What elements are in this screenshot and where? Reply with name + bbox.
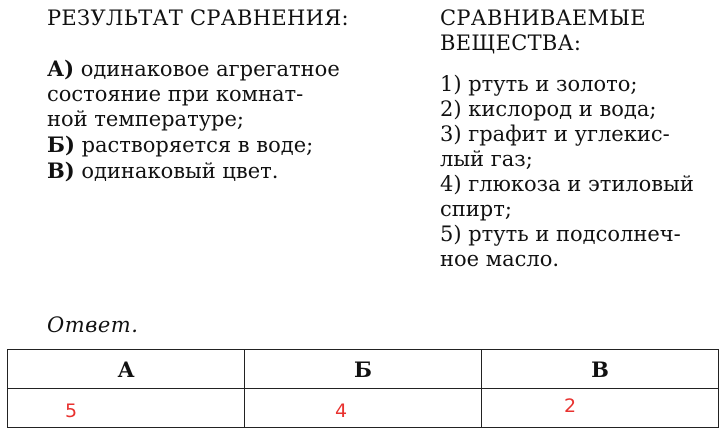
result-line: Б) растворяется в воде; — [47, 132, 314, 157]
answer-header-v: В — [482, 350, 719, 389]
substance-line: ное масло. — [440, 247, 560, 271]
result-line: ной температуре; — [47, 107, 244, 131]
compared-substances-list — [440, 72, 725, 272]
substance-line: 4) глюкоза и этиловый — [440, 172, 694, 196]
answer-header-b: Б — [245, 350, 482, 389]
answer-value-row — [8, 389, 719, 428]
result-line: состояние при комнат- — [47, 82, 304, 106]
answer-header-a: А — [8, 350, 245, 389]
answer-value-v: 2 — [563, 395, 577, 417]
answer-cell-v[interactable] — [482, 389, 719, 428]
result-line: А) одинаковое агрегатное — [47, 56, 340, 81]
comparison-result-column — [47, 6, 417, 184]
compared-substances-column — [440, 6, 725, 272]
compared-substances-title: СРАВНИВАЕМЫЕ ВЕЩЕСТВА: — [440, 6, 646, 55]
comparison-result-title: РЕЗУЛЬТАТ СРАВНЕНИЯ: — [47, 6, 349, 30]
substance-line: 3) графит и углекис- — [440, 122, 670, 146]
answer-value-a: 5 — [64, 400, 78, 422]
answer-value-b: 4 — [334, 400, 348, 422]
substance-line: 1) ртуть и золото; — [440, 72, 638, 96]
answer-cell-a[interactable] — [8, 389, 245, 428]
substance-line: лый газ; — [440, 147, 533, 171]
answer-cell-b[interactable] — [245, 389, 482, 428]
substance-line: 5) ртуть и подсолнеч- — [440, 222, 681, 246]
answer-label: Ответ. — [47, 313, 139, 337]
answer-header-row — [8, 350, 719, 389]
comparison-result-list — [47, 56, 417, 184]
answer-table — [7, 349, 719, 428]
substance-line: 2) кислород и вода; — [440, 97, 657, 121]
result-line: В) одинаковый цвет. — [47, 158, 279, 183]
substance-line: спирт; — [440, 197, 512, 221]
